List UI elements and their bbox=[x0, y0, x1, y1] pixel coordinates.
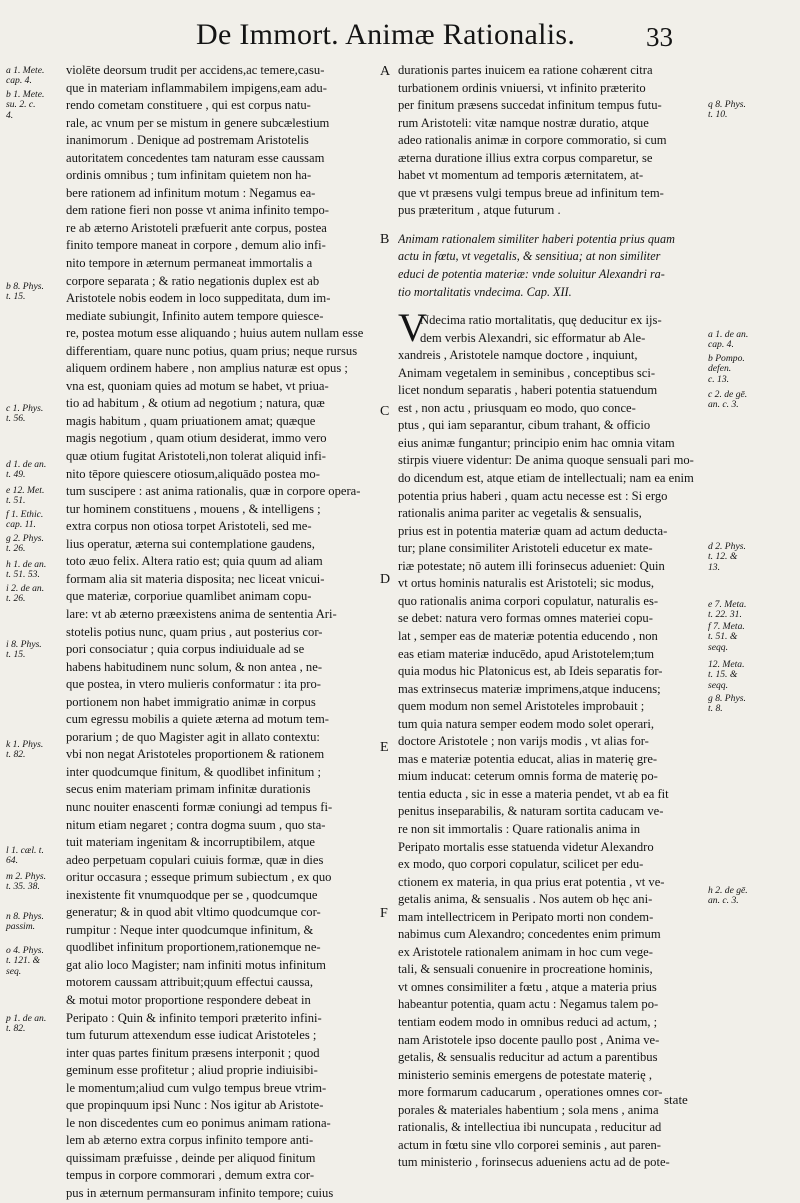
margin-note-line: t. 15. bbox=[6, 649, 26, 661]
text-line: inter quas partes finitum præsens interponit ; quod bbox=[66, 1045, 320, 1060]
section-letter: E bbox=[380, 740, 389, 755]
text-line: geminum esse profitetur ; aliud proprie indiuisibi- bbox=[66, 1063, 318, 1078]
margin-note-line: t. 49. bbox=[6, 469, 26, 481]
text-line: le non discedentes cum eo ponimus animam rationa- bbox=[66, 1115, 331, 1130]
text-line: actum in fœtu sine vllo corporei seminis , aut paren- bbox=[398, 1137, 661, 1152]
text-line: toto æuo felix. Altera ratio est; quia quum ad aliam bbox=[66, 554, 323, 569]
text-line: se debet: natura vero formas omnes materiei copu- bbox=[398, 611, 653, 626]
margin-note bbox=[708, 542, 796, 573]
margin-note-line: c 2. de gē. bbox=[708, 389, 748, 400]
margin-note-line: 13. bbox=[708, 561, 720, 573]
margin-note-line: 64. bbox=[6, 855, 18, 867]
text-line: mediate subiungit, Infinito autem tempore quiesce- bbox=[66, 308, 324, 323]
margin-note-line: t. 51. 53. bbox=[6, 569, 40, 581]
margin-note bbox=[708, 100, 796, 121]
margin-note-line: k 1. Phys. bbox=[6, 739, 44, 750]
text-line: dem verbis Alexandri, sic efformatur ab Ale- bbox=[420, 330, 646, 345]
text-line: quæ otium fugitat Aristoteli,non tolerat aliquid infi- bbox=[66, 449, 326, 464]
text-line: æterna duratione illius extra corpus comparetur, se bbox=[398, 150, 653, 165]
text-line: generatur; & in quod abit vltimo quodcumque cor- bbox=[66, 905, 321, 920]
text-line: gat alio loco Magister; nam infiniti motus infinitum bbox=[66, 957, 326, 972]
margin-note-line: t. 51. & bbox=[708, 631, 738, 643]
margin-note-line: i 2. de an. bbox=[6, 583, 45, 594]
margin-note-line: t. 82. bbox=[6, 749, 26, 761]
margin-note-line: t. 35. 38. bbox=[6, 881, 40, 893]
text-line: rumpitur : Neque inter quodcumque infinitum, & bbox=[66, 922, 314, 937]
right-column-opening bbox=[398, 62, 710, 220]
margin-note bbox=[708, 600, 796, 621]
text-line: inexistente fit vnumquodque per se , quodcumque bbox=[66, 887, 318, 902]
text-line: licet nondum separatis , haberi potentia statuendum bbox=[398, 383, 658, 398]
margin-note bbox=[6, 90, 64, 121]
margin-note bbox=[708, 622, 796, 653]
margin-note-line: seq. bbox=[6, 965, 22, 977]
margin-note bbox=[6, 946, 64, 977]
margin-note bbox=[6, 534, 64, 555]
text-line: pus in æternum permansuram infinito tempore; cuius bbox=[66, 1186, 334, 1200]
text-line: que propinquum ipsi Nunc : Nos igitur ab Aristote- bbox=[66, 1098, 324, 1113]
margin-note-line: t. 26. bbox=[6, 543, 26, 555]
margin-note bbox=[6, 740, 64, 761]
margin-note bbox=[6, 640, 64, 661]
margin-note bbox=[6, 560, 64, 581]
margin-note-line: c. 13. bbox=[708, 373, 730, 385]
text-line: nito tēpore quiescere otiosum,aliquādo postea mo- bbox=[66, 466, 320, 481]
text-line: tum suscipere : ast anima rationalis, quæ in corpore opera- bbox=[66, 484, 361, 499]
margin-note bbox=[6, 282, 64, 303]
text-line: nunc nouiter enascenti formæ coniungi ad tempus fi- bbox=[66, 799, 333, 814]
text-line: mas e materiæ potentia educat, alias in materię gre- bbox=[398, 751, 658, 766]
text-line: Aristotele nobis eodem in loco suppeditata, dum im- bbox=[66, 291, 331, 306]
right-text-column bbox=[398, 62, 710, 1172]
margin-note-line: seqq. bbox=[708, 641, 728, 653]
text-line: que postea, in vtero mulieris conformatur : ita pro- bbox=[66, 677, 321, 692]
section-letter: A bbox=[380, 64, 391, 79]
drop-capital: V bbox=[398, 305, 427, 350]
page-number: 33 bbox=[646, 22, 673, 52]
text-line: nabimus cum Alexandro; concedentes enim primum bbox=[398, 927, 661, 942]
text-line: vt omnes consimiliter a fœtu , atque a materia prius bbox=[398, 979, 657, 994]
text-line: quodlibet infinitum proportionem,rationemque ne- bbox=[66, 940, 321, 955]
margin-note-line: t. 82. bbox=[6, 1023, 26, 1035]
text-line: rationalis, & intellectiua ibi nuncupata , reducitur ad bbox=[398, 1120, 662, 1135]
text-line: quia modus hic Platonicus est, ab Ideis separatis for- bbox=[398, 664, 663, 679]
text-line: porales & materiales habentium ; sola mens , anima bbox=[398, 1102, 659, 1117]
text-line: tur hominem constituens , mouens , & intelligens ; bbox=[66, 501, 321, 516]
margin-note-line: cap. 4. bbox=[6, 75, 32, 87]
margin-note-line: c 1. Phys. bbox=[6, 403, 44, 414]
text-line: vbi non negat Aristoteles proportionem & rationem bbox=[66, 747, 325, 762]
text-line: re, postea motum esse aliquando ; huius autem nullam esse bbox=[66, 326, 364, 341]
margin-note-line: cap. 11. bbox=[6, 519, 36, 531]
section-letter: B bbox=[380, 232, 390, 247]
text-line: est , non actu , priusquam eo modo, quo conce- bbox=[398, 400, 636, 415]
text-line: corpore separata ; & ratio negationis duplex est ab bbox=[66, 273, 320, 288]
text-line: tum ministerio , forinsecus adueniens actu ad de pote- bbox=[398, 1155, 670, 1170]
margin-note bbox=[6, 1014, 64, 1035]
text-line: Animam rationalem similiter haberi potentia prius quam bbox=[398, 231, 675, 246]
margin-note bbox=[6, 460, 64, 481]
margin-note-line: b 8. Phys. bbox=[6, 281, 44, 292]
text-line: ordinis omnibus ; tum infinitam quietem non ha- bbox=[66, 168, 312, 183]
text-line: riæ potestate; nō autem illi forinsecus adueniet: Quin bbox=[398, 558, 665, 573]
text-line: pori consociatur ; quia corpus indiuiduale ad se bbox=[66, 642, 305, 657]
text-line: tuit materiam ingenitam & incorruptibilem, atque bbox=[66, 835, 316, 850]
margin-note-line: su. 2. c. bbox=[6, 99, 36, 111]
text-line: getalis, & sensualis reducitur ad actum a parentibus bbox=[398, 1050, 658, 1065]
text-line: getalis anima, & sensualis . Nos autem ob hęc ani- bbox=[398, 892, 653, 907]
text-line: stirpis viuere videntur: De anima quoque sensuali pari mo- bbox=[398, 453, 694, 468]
margin-note-line: t. 15. & bbox=[708, 669, 738, 681]
text-line: quo rationalis anima corpori copulatur, naturalis es- bbox=[398, 593, 659, 608]
text-line: Peripato : Quin & infinito tempori præterito infini- bbox=[66, 1010, 322, 1025]
text-line: vt ortus hominis naturalis est Aristoteli; sic modus, bbox=[398, 576, 655, 591]
text-line: tio ad habitum , & otium ad negotium ; natura, quæ bbox=[66, 396, 325, 411]
text-line: mam intellectricem in Peripato morti non condem- bbox=[398, 909, 654, 924]
text-line: que in materiam inflammabilem impigens,eam adu- bbox=[66, 80, 327, 95]
margin-note-line: i 8. Phys. bbox=[6, 639, 42, 650]
text-line: rendo cometam constituere , qui est corpus natu- bbox=[66, 98, 311, 113]
margin-note-line: defen. bbox=[708, 363, 732, 375]
text-line: nitum etiam negaret ; contra dogma suum , quo sta- bbox=[66, 817, 326, 832]
text-line: eas etiam materiæ inducēdo, apud Aristotelem;tum bbox=[398, 646, 655, 661]
margin-note-line: 4. bbox=[6, 109, 14, 121]
text-line: formam alia sit materia disposita; nec liceat vnicui- bbox=[66, 571, 325, 586]
margin-note bbox=[6, 846, 64, 867]
text-line: tio mortalitatis vndecima. Cap. XII. bbox=[398, 284, 572, 299]
text-line: educi de potentia materiæ: vnde soluitur Alexandri ra- bbox=[398, 267, 665, 282]
text-line: per finitum præsens succedat infinitum tempus futu- bbox=[398, 98, 662, 113]
text-line: magis habitum , quam priuationem amat; quæque bbox=[66, 413, 316, 428]
text-line: autoritatem concedentes tam naturam esse caussam bbox=[66, 150, 325, 165]
margin-note-line: b 1. Mete. bbox=[6, 89, 45, 100]
text-line: pus præteritum , atque futurum . bbox=[398, 203, 561, 218]
margin-note-line: f 1. Ethic. bbox=[6, 509, 44, 520]
text-line: durationis partes inuicem ea ratione cohærent citra bbox=[398, 63, 653, 77]
margin-note-line: m 2. Phys. bbox=[6, 871, 46, 882]
text-line: xandreis , Aristotele namque doctore , inquiunt, bbox=[398, 348, 638, 363]
text-line: differentiam, quare nunc potius, quam prius; neque rursus bbox=[66, 343, 358, 358]
margin-note bbox=[708, 330, 796, 351]
text-line: inanimorum . Denique ad postremam Aristotelis bbox=[66, 133, 309, 148]
margin-note-line: t. 26. bbox=[6, 593, 26, 605]
running-title: De Immort. Animæ Rationalis. bbox=[196, 18, 576, 51]
text-line: secus enim materiam primam infinitæ durationis bbox=[66, 782, 311, 797]
margin-note bbox=[708, 886, 796, 907]
text-line: Animam vegetalem in seminibus , conceptibus sci- bbox=[398, 365, 656, 380]
catchword: state bbox=[664, 1092, 688, 1107]
text-line: ex Aristotele rationalem animam in hoc cum vege- bbox=[398, 944, 653, 959]
text-line: & motui motor proportione respondere debeat in bbox=[66, 992, 311, 1007]
text-line: lare: vt ab æterno præexistens anima de sententia Ari- bbox=[66, 606, 337, 621]
text-line: nito tempore in æternum permaneat immortalis a bbox=[66, 256, 313, 271]
margin-note bbox=[6, 872, 64, 893]
text-line: tentiam eodem modo in omnibus reduci ad actum, ; bbox=[398, 1014, 658, 1029]
left-text-column bbox=[66, 62, 372, 1203]
margin-note-line: d 2. Phys. bbox=[708, 541, 746, 552]
margin-note-line: an. c. 3. bbox=[708, 895, 739, 907]
margin-note bbox=[6, 66, 64, 87]
text-line: ex modo, quo corpori copulatur, scilicet per edu- bbox=[398, 857, 644, 872]
margin-note-line: cap. 4. bbox=[708, 339, 734, 351]
margin-note-line: 12. Meta. bbox=[708, 659, 745, 670]
margin-note-line: passim. bbox=[6, 921, 36, 933]
margin-note bbox=[6, 912, 64, 933]
margin-note-line: an. c. 3. bbox=[708, 399, 739, 411]
section-letter: C bbox=[380, 404, 390, 419]
text-line: inter quodcumque finitum, & quodlibet infinitum ; bbox=[66, 764, 321, 779]
margin-note-line: d 1. de an. bbox=[6, 459, 47, 470]
margin-note bbox=[6, 404, 64, 425]
margin-note-line: a 1. Mete. bbox=[6, 65, 45, 76]
text-line: do dicendum est, atque etiam de intellectuali; nam ea enim bbox=[398, 471, 694, 486]
text-line: oritur occasura ; esseque primum subiectum , ex quo bbox=[66, 870, 332, 885]
text-line: extra corpus non otiosa torpet Aristoteli, sed me- bbox=[66, 519, 312, 534]
text-line: rale, ac vnum per se mistum in genere subcælestium bbox=[66, 115, 330, 130]
margin-note-line: e 7. Meta. bbox=[708, 599, 747, 610]
margin-note-line: t. 12. & bbox=[708, 551, 738, 563]
text-line: nam Aristotele ipso docente paullo post , Anima ve- bbox=[398, 1032, 660, 1047]
text-line: que vt præsens vulgi tempus breue ad infinitum tem- bbox=[398, 185, 664, 200]
text-line: potentia prius haberi , quam actu necesse est : Si ergo bbox=[398, 488, 668, 503]
text-line: le momentum;aliud cum vulgo tempus breue vtrim- bbox=[66, 1080, 327, 1095]
text-line: ministerio seminis emergens de potestate materię , bbox=[398, 1067, 653, 1082]
margin-note-line: h 2. de gē. bbox=[708, 885, 748, 896]
margin-note-line: o 4. Phys. bbox=[6, 945, 44, 956]
text-line: cum egressu mobilis a quiete æterna ad motum tem- bbox=[66, 712, 330, 727]
text-line: lius operatur, æterna sui contemplatione gaudens, bbox=[66, 536, 315, 551]
text-line: re ab æterno Aristoteli præfuerit ante corpus, postea bbox=[66, 220, 327, 235]
margin-note bbox=[6, 510, 64, 531]
section-letter: F bbox=[380, 906, 388, 921]
text-line: bere rationem ad infinitum motum : Negamus ea- bbox=[66, 185, 316, 200]
text-line: tur; plane consimiliter Aristoteli educetur ex mate- bbox=[398, 541, 653, 556]
text-line: actu in fœtu, vt vegetalis, & sensitiua; at non similiter bbox=[398, 249, 661, 264]
text-line: dem ratione fieri non posse vt anima infinito tempo- bbox=[66, 203, 330, 218]
text-line: rum Aristoteli: vitæ namque nostræ duratio, atque bbox=[398, 115, 649, 130]
text-line: lat , semper eas de materiæ potentia educendo , non bbox=[398, 628, 658, 643]
text-line: vna est, quoniam quies ad motum se habet, vt priua- bbox=[66, 378, 329, 393]
text-line: habens habitudinem nunc solum, & non antea , ne- bbox=[66, 659, 323, 674]
text-line: eius animæ fungantur; principio enim hac omnia vitam bbox=[398, 435, 675, 450]
margin-note-line: p 1. de an. bbox=[6, 1013, 47, 1024]
page-header bbox=[0, 18, 800, 60]
margin-note bbox=[708, 390, 796, 411]
text-line: quem modum non semel Aristoteles improbauit ; bbox=[398, 699, 645, 714]
text-line: Peripato mortalis esse statuenda videtur Alexandro bbox=[398, 839, 654, 854]
margin-note-line: f 7. Meta. bbox=[708, 621, 745, 632]
text-line: finito tempore maneat in corpore , demum alio infi- bbox=[66, 238, 326, 253]
text-line: lem ab æterno extra corpus infinito tempore anti- bbox=[66, 1133, 314, 1148]
text-line: tum quia natura semper eodem modo solet operari, bbox=[398, 716, 654, 731]
margin-note-line: b Pompo. bbox=[708, 353, 745, 364]
text-line: tali, & sensuali conuenire in procreatione hominis, bbox=[398, 962, 653, 977]
text-line: habet vt momentum ad temporis æternitatem, at- bbox=[398, 168, 644, 183]
text-line: portionem non habet immigratio animæ in corpus bbox=[66, 694, 316, 709]
chapter-heading bbox=[398, 231, 710, 301]
margin-note bbox=[708, 694, 796, 715]
margin-note bbox=[6, 584, 64, 605]
text-line: Ndecima ratio mortalitatis, quę deducitur ex ijs- bbox=[420, 313, 662, 328]
text-line: quissimam præfuisse , deinde per aliquod finitum bbox=[66, 1150, 316, 1165]
text-line: magis negotium , quam otium desiderat, immo vero bbox=[66, 431, 327, 446]
margin-note-line: g 8. Phys. bbox=[708, 693, 746, 704]
margin-note bbox=[708, 354, 796, 385]
text-line: mas extrinsecus materiæ imprimens,atque inducens; bbox=[398, 681, 661, 696]
text-line: prius est in potentia materiæ quam ad actum deducta- bbox=[398, 523, 668, 538]
text-line: re non sit immortalis : Quare rationalis anima in bbox=[398, 821, 641, 836]
text-line: que materiæ, corporiue quamlibet animam copu- bbox=[66, 589, 312, 604]
text-line: adeo rationalis animæ in corpore commoratio, si cum bbox=[398, 133, 667, 148]
section-letter: D bbox=[380, 572, 391, 587]
margin-note-line: t. 15. bbox=[6, 291, 26, 303]
chapter-body bbox=[398, 312, 710, 1172]
text-line: mium inducat: ceterum omnis forma de materię po- bbox=[398, 769, 658, 784]
text-line: tentia educta , sic in esse a materia pendet, vt ab ea fit bbox=[398, 786, 669, 801]
margin-note-line: t. 56. bbox=[6, 413, 26, 425]
margin-note-line: q 8. Phys. bbox=[708, 99, 746, 110]
margin-note bbox=[708, 660, 796, 691]
text-line: habeantur potentia, quam actu : Negamus talem po- bbox=[398, 997, 659, 1012]
text-line: porarium ; de quo Magister agit in allato contextu: bbox=[66, 729, 320, 744]
margin-note-line: t. 22. 31. bbox=[708, 609, 742, 621]
text-line: tempus in corpore commorari , demum extra cor- bbox=[66, 1168, 315, 1183]
margin-note bbox=[6, 486, 64, 507]
margin-note-line: h 1. de an. bbox=[6, 559, 47, 570]
text-line: tum futurum attexendum esse iudicat Aristoteles ; bbox=[66, 1028, 317, 1043]
text-line: motorem caussam attribuit;quum effectui caussa, bbox=[66, 975, 314, 990]
text-line: ctionem ex materia, in qua prius erat potentia , vt ve- bbox=[398, 874, 665, 889]
margin-note-line: t. 10. bbox=[708, 109, 728, 121]
margin-note-line: t. 51. bbox=[6, 495, 26, 507]
text-line: rationalis anima pariter ac vegetalis & sensualis, bbox=[398, 506, 642, 521]
margin-note-line: seqq. bbox=[708, 679, 728, 691]
margin-note-line: e 12. Met. bbox=[6, 485, 45, 496]
text-line: doctore Aristotele ; non varijs modis , vt alias for- bbox=[398, 734, 649, 749]
margin-note-line: t. 121. & bbox=[6, 955, 41, 967]
text-line: more formarum caducarum , operationes omnes cor- bbox=[398, 1085, 663, 1100]
text-line: violēte deorsum trudit per accidens,ac temere,casu- bbox=[66, 63, 325, 77]
text-line: penitus inseparabilis, & naturam sortita caducam ve- bbox=[398, 804, 664, 819]
margin-note-line: n 8. Phys. bbox=[6, 911, 44, 922]
text-line: adeo perpetuam copulari cuiuis formæ, quæ in dies bbox=[66, 852, 324, 867]
margin-note-line: l 1. cæl. t. bbox=[6, 845, 44, 856]
text-line: stotelis potius nunc, quam prius , aut posterius cor- bbox=[66, 624, 323, 639]
text-line: aliquem ordinem habere , non amplius naturæ est opus ; bbox=[66, 361, 348, 376]
margin-note-line: a 1. de an. bbox=[708, 329, 749, 340]
text-line: ptus , qui iam separantur, cibum trahant, & officio bbox=[398, 418, 651, 433]
text-line: turbationem ordinis vniuersi, vt infinito præterito bbox=[398, 80, 646, 95]
margin-note-line: t. 8. bbox=[708, 703, 723, 715]
margin-note-line: g 2. Phys. bbox=[6, 533, 44, 544]
